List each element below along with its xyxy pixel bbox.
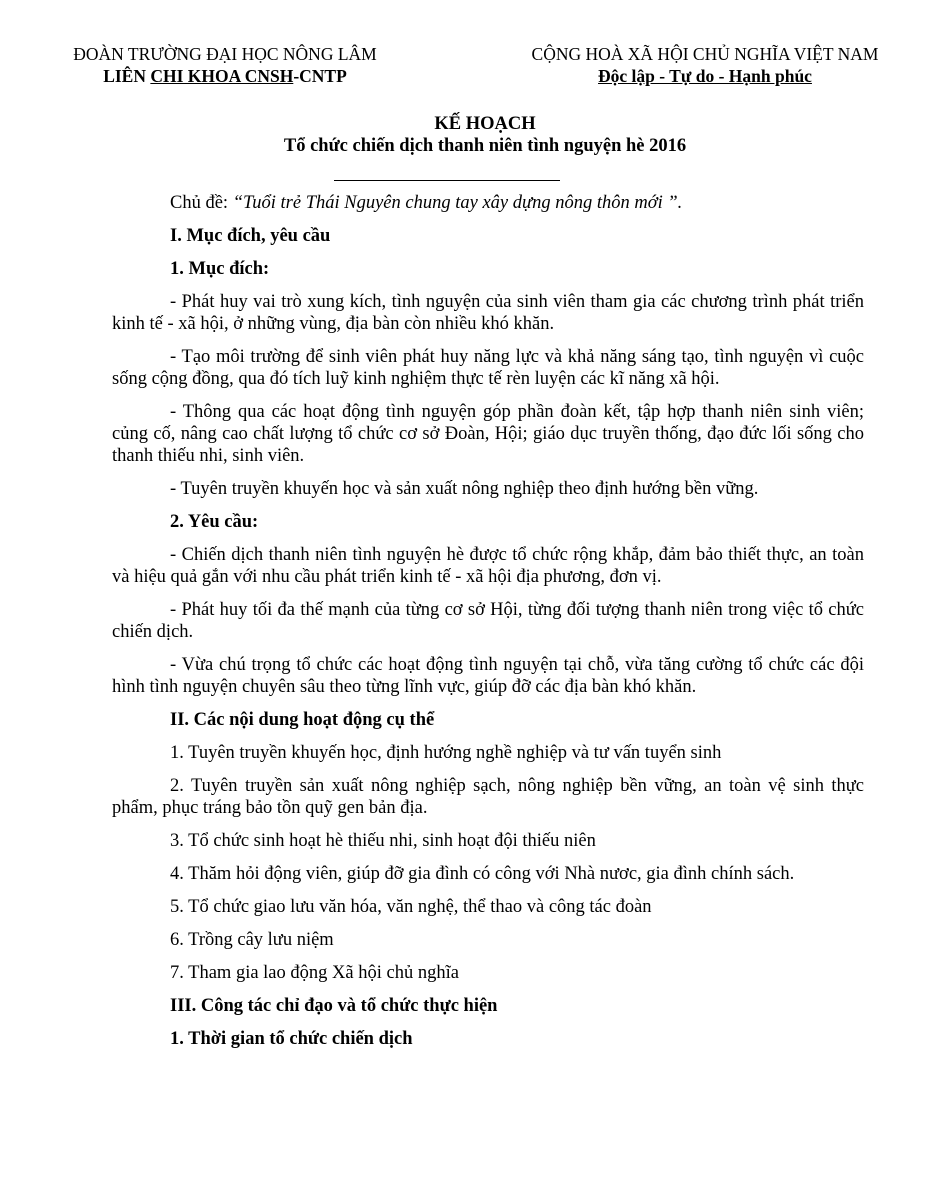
title-divider: [334, 180, 560, 181]
section-1-heading: I. Mục đích, yêu cầu: [170, 226, 331, 246]
org-line-2: [40, 65, 410, 87]
requirement-item: - Chiến dịch thanh niên tình nguyện hè được tổ chức rộng khắp, đảm bảo thiết thực, an toàn và hiệu quả gắn với nhu cầu phát triển kinh tế - xã hội địa phương, đơn vị.: [112, 545, 864, 587]
org-line-2-underlined: CHI KHOA CNSH: [150, 66, 294, 86]
section-3-heading: III. Công tác chỉ đạo và tổ chức thực hiện: [170, 996, 498, 1016]
purpose-item: - Tuyên truyền khuyến học và sản xuất nông nghiệp theo định hướng bền vững.: [170, 479, 759, 499]
activity-item: 5. Tổ chức giao lưu văn hóa, văn nghệ, thể thao và công tác đoàn: [170, 897, 652, 917]
document-title-block: [60, 113, 910, 157]
section-1-1-heading: 1. Mục đích:: [170, 259, 270, 279]
national-header: [500, 43, 910, 87]
activity-item: 3. Tổ chức sinh hoạt hè thiếu nhi, sinh hoạt đội thiếu niên: [170, 831, 596, 851]
activity-item: 6. Trồng cây lưu niệm: [170, 930, 334, 950]
organization-header: [40, 43, 410, 87]
theme-label: Chủ đề:: [170, 193, 233, 213]
theme-line: [112, 192, 864, 214]
org-line-2-suffix: -CNTP: [293, 66, 347, 86]
national-title: CỘNG HOÀ XÃ HỘI CHỦ NGHĨA VIỆT NAM: [531, 44, 879, 64]
purpose-item: - Tạo môi trường để sinh viên phát huy năng lực và khả năng sáng tạo, tình nguyện vì cuộc sống cộng đồng, qua đó tích luỹ kinh nghiệm thực tế rèn luyện các kĩ năng xã hội.: [112, 347, 864, 389]
purpose-item: - Thông qua các hoạt động tình nguyện góp phần đoàn kết, tập hợp thanh niên sinh viên; củng cố, nâng cao chất lượng tổ chức cơ sở Đoàn, Hội; giáo dục truyền thống, đạo đức lối sống cho thanh thiếu nhi, sinh viên.: [112, 402, 864, 466]
activity-item: 7. Tham gia lao động Xã hội chủ nghĩa: [170, 963, 459, 983]
section-1-2-heading: 2. Yêu cầu:: [170, 512, 259, 532]
activity-item: 1. Tuyên truyền khuyến học, định hướng nghề nghiệp và tư vấn tuyển sinh: [170, 743, 722, 763]
org-line-1: ĐOÀN TRƯỜNG ĐẠI HỌC NÔNG LÂM: [73, 44, 377, 64]
section-3-1-heading: 1. Thời gian tổ chức chiến dịch: [170, 1029, 413, 1049]
document-body: [112, 192, 864, 1061]
purpose-item: - Phát huy vai trò xung kích, tình nguyện của sinh viên tham gia các chương trình phát triển kinh tế - xã hội, ở những vùng, địa bàn còn nhiều khó khăn.: [112, 292, 864, 334]
activity-item: 2. Tuyên truyền sản xuất nông nghiệp sạch, nông nghiệp bền vững, an toàn vệ sinh thực phẩm, phục tráng bảo tồn quỹ gen bản địa.: [112, 776, 864, 818]
theme-text: “Tuổi trẻ Thái Nguyên chung tay xây dựng nông thôn mới ”.: [232, 193, 683, 213]
national-motto: Độc lập - Tự do - Hạnh phúc: [598, 66, 812, 86]
requirement-item: - Phát huy tối đa thế mạnh của từng cơ sở Hội, từng đối tượng thanh niên trong việc tổ chức chiến dịch.: [112, 600, 864, 642]
document-title: KẾ HOẠCH: [434, 114, 536, 134]
org-line-2-prefix: LIÊN: [103, 66, 151, 86]
activity-item: 4. Thăm hỏi động viên, giúp đỡ gia đình có công với Nhà nươc, gia đình chính sách.: [170, 864, 795, 884]
requirement-item: - Vừa chú trọng tổ chức các hoạt động tình nguyện tại chỗ, vừa tăng cường tổ chức các đội hình tình nguyện chuyên sâu theo từng lĩnh vực, giúp đỡ các địa bàn khó khăn.: [112, 655, 864, 697]
section-2-heading: II. Các nội dung hoạt động cụ thể: [170, 710, 435, 730]
document-subtitle: Tổ chức chiến dịch thanh niên tình nguyện hè 2016: [283, 136, 687, 156]
